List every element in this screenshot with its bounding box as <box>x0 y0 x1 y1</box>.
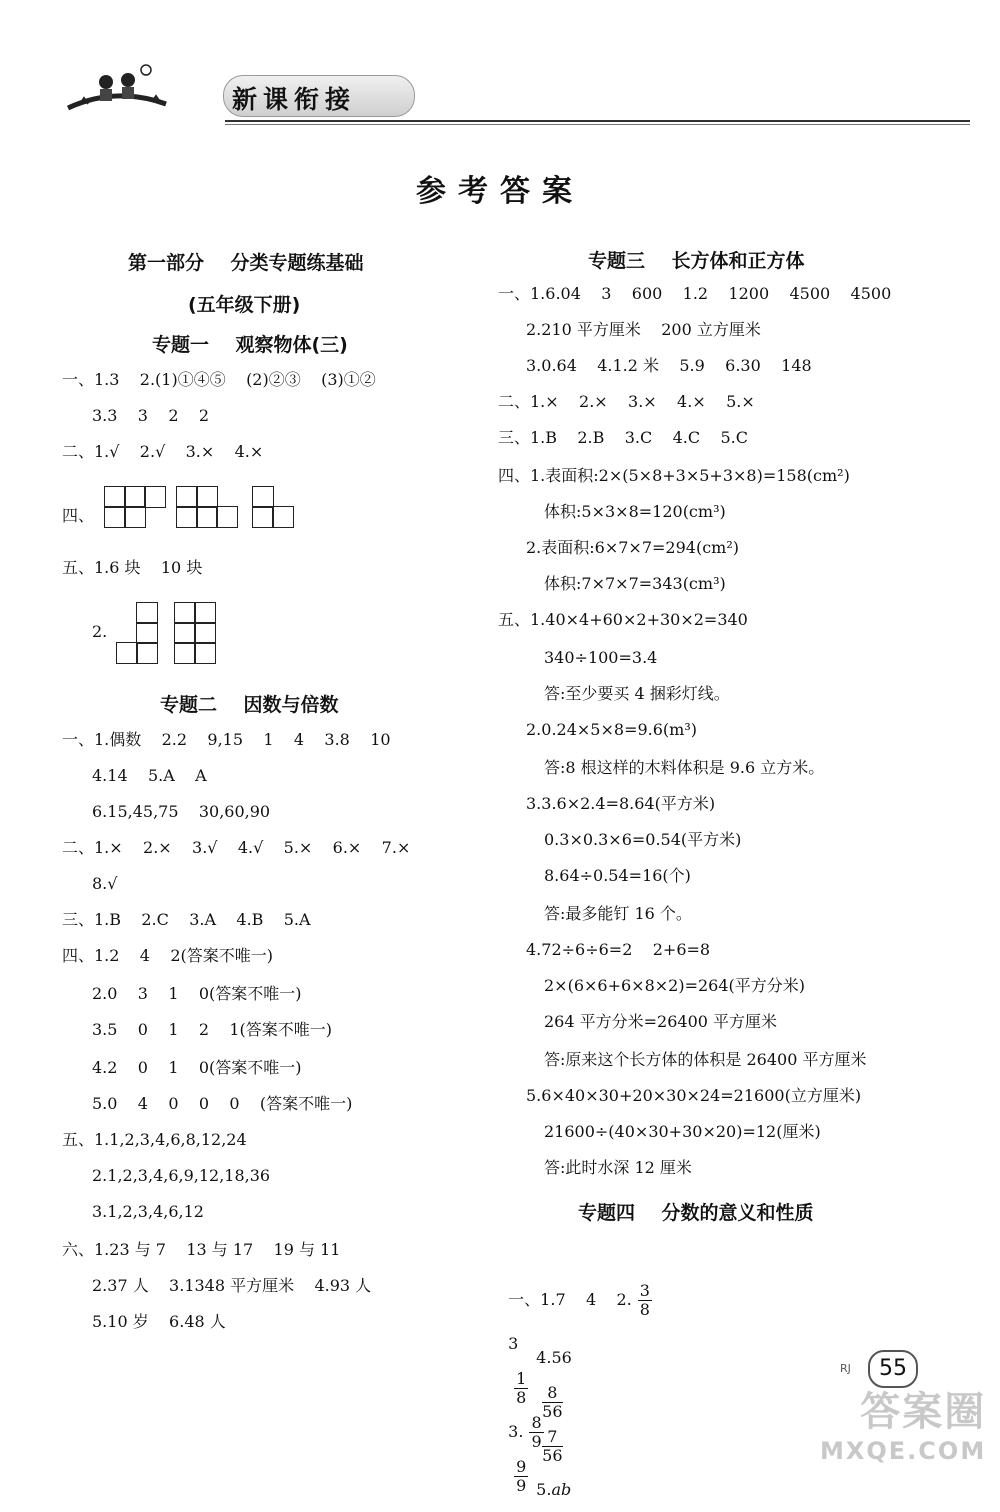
answer-line: 三、1.B 2.B 3.C 4.C 5.C <box>498 428 748 447</box>
answer-line: 二、1.× 2.× 3.× 4.× 5.× <box>498 392 755 411</box>
answer-line: 8.64÷0.54=16(个) <box>544 866 691 885</box>
answer-line: 4.72÷6÷6=2 2+6=8 <box>526 940 711 959</box>
answer-line: 一、1.偶数 2.2 9,15 1 4 3.8 10 <box>62 730 391 749</box>
page-header <box>60 58 910 128</box>
header-rule-thin <box>225 124 970 125</box>
page-number: 55 <box>868 1350 918 1388</box>
header-rule <box>225 120 970 122</box>
answer-line: 五、1.40×4+60×2+30×2=340 <box>498 610 748 629</box>
answer-line: 一、1.6.04 3 600 1.2 1200 4500 4500 <box>498 284 892 303</box>
topic-heading-3: 专题三 长方体和正方体 <box>588 250 805 272</box>
answer-line: 3.5 0 1 2 1(答案不唯一) <box>92 1020 333 1039</box>
header-brand: 新课衔接 <box>232 85 357 114</box>
answer-line-fractions-1 <box>498 1234 658 1498</box>
grade-heading: (五年级下册) <box>188 294 301 316</box>
answer-line-fractions-2 <box>526 1292 572 1512</box>
answer-line: 答:最多能钉 16 个。 <box>544 904 692 923</box>
answer-line: 3.1,2,3,4,6,12 <box>92 1202 204 1221</box>
topic-heading-1: 专题一 观察物体(三) <box>152 334 348 356</box>
answer-text: 一、1.7 4 2. <box>508 1290 632 1309</box>
answer-line: 四、 <box>62 506 95 525</box>
fraction: $\frac{9}{9}$ <box>516 1457 527 1495</box>
answer-line: 体积:5×3×8=120(cm³) <box>544 502 726 521</box>
answer-line: 8.√ <box>92 874 118 893</box>
page-title: 参考答案 <box>416 174 584 209</box>
answer-text: 4.56 <box>536 1348 572 1367</box>
answer-line: 答:至少要买 4 捆彩灯线。 <box>544 684 730 703</box>
topic-heading-4: 专题四 分数的意义和性质 <box>578 1202 814 1224</box>
watermark-title: 答案圈 <box>860 1389 987 1435</box>
answer-line: 三、1.B 2.C 3.A 4.B 5.A <box>62 910 311 929</box>
answer-line: 体积:7×7×7=343(cm³) <box>544 574 726 593</box>
answer-text-italic: ab <box>551 1480 572 1499</box>
answer-line: 六、1.23 与 7 13 与 17 19 与 11 <box>62 1240 341 1259</box>
answer-line: 4.2 0 1 0(答案不唯一) <box>92 1058 302 1077</box>
answer-line: 2.表面积:6×7×7=294(cm²) <box>526 538 739 557</box>
watermark <box>820 1380 986 1465</box>
edition-tag: RJ <box>840 1362 851 1375</box>
fraction: $\frac{8}{56}$ <box>542 1383 563 1421</box>
fraction: $\frac{3}{8}$ <box>639 1281 650 1319</box>
answer-line: 答:原来这个长方体的体积是 26400 平方厘米 <box>544 1050 867 1069</box>
answer-line: 一、1.3 2.(1)①④⑤ (2)②③ (3)①② <box>62 370 376 389</box>
answer-line: 340÷100=3.4 <box>544 648 658 667</box>
answer-line: 答:此时水深 12 厘米 <box>544 1158 692 1177</box>
answer-line: 5.0 4 0 0 0 (答案不唯一) <box>92 1094 353 1113</box>
answer-line: 6.15,45,75 30,60,90 <box>92 802 271 821</box>
answer-line: 2.1,2,3,4,6,9,12,18,36 <box>92 1166 271 1185</box>
answer-line: 2.0.24×5×8=9.6(m³) <box>526 720 697 739</box>
answer-line: 21600÷(40×30+30×20)=12(厘米) <box>544 1122 821 1141</box>
answer-text: 3. <box>508 1422 524 1441</box>
answer-line: 5.6×40×30+20×30×24=21600(立方厘米) <box>526 1086 862 1105</box>
answer-line: 3.3 3 2 2 <box>92 406 210 425</box>
answer-line: 2.37 人 3.1348 平方厘米 4.93 人 <box>92 1276 372 1295</box>
answer-line: 3.0.64 4.1.2 米 5.9 6.30 148 <box>526 356 812 375</box>
topic-heading-2: 专题二 因数与倍数 <box>160 694 339 716</box>
answer-line: 二、1.√ 2.√ 3.× 4.× <box>62 442 264 461</box>
answer-line: 264 平方分米=26400 平方厘米 <box>544 1012 778 1031</box>
fraction: $\frac{8}{9}$ <box>531 1413 542 1451</box>
answer-line: 五、1.6 块 10 块 <box>62 558 203 577</box>
answer-line: 2.0 3 1 0(答案不唯一) <box>92 984 302 1003</box>
answer-text: 3 <box>508 1334 519 1353</box>
answer-line: 5.10 岁 6.48 人 <box>92 1312 226 1331</box>
answer-line: 四、1.2 4 2(答案不唯一) <box>62 946 273 965</box>
answer-line: 二、1.× 2.× 3.√ 4.√ 5.× 6.× 7.× <box>62 838 411 857</box>
answer-line: 2. <box>92 622 108 641</box>
fraction: $\frac{1}{8}$ <box>516 1369 527 1407</box>
answer-line: 四、1.表面积:2×(5×8+3×5+3×8)=158(cm²) <box>498 466 850 485</box>
answer-text: 5. <box>536 1480 552 1499</box>
answer-line: 2×(6×6+6×8×2)=264(平方分米) <box>544 976 806 995</box>
children-reading-logo <box>60 58 172 120</box>
answer-line: 答:8 根这样的木料体积是 9.6 立方米。 <box>544 758 825 777</box>
answer-line: 五、1.1,2,3,4,6,8,12,24 <box>62 1130 247 1149</box>
fraction: $\frac{7}{56}$ <box>542 1427 563 1465</box>
watermark-url: MXQE.COM <box>820 1437 987 1465</box>
answer-line: 4.14 5.A A <box>92 766 207 785</box>
answer-line: 3.3.6×2.4=8.64(平方米) <box>526 794 716 813</box>
answer-line: 0.3×0.3×6=0.54(平方米) <box>544 830 742 849</box>
part-heading: 第一部分 分类专题练基础 <box>128 252 364 274</box>
answer-line: 2.210 平方厘米 200 立方厘米 <box>526 320 761 339</box>
